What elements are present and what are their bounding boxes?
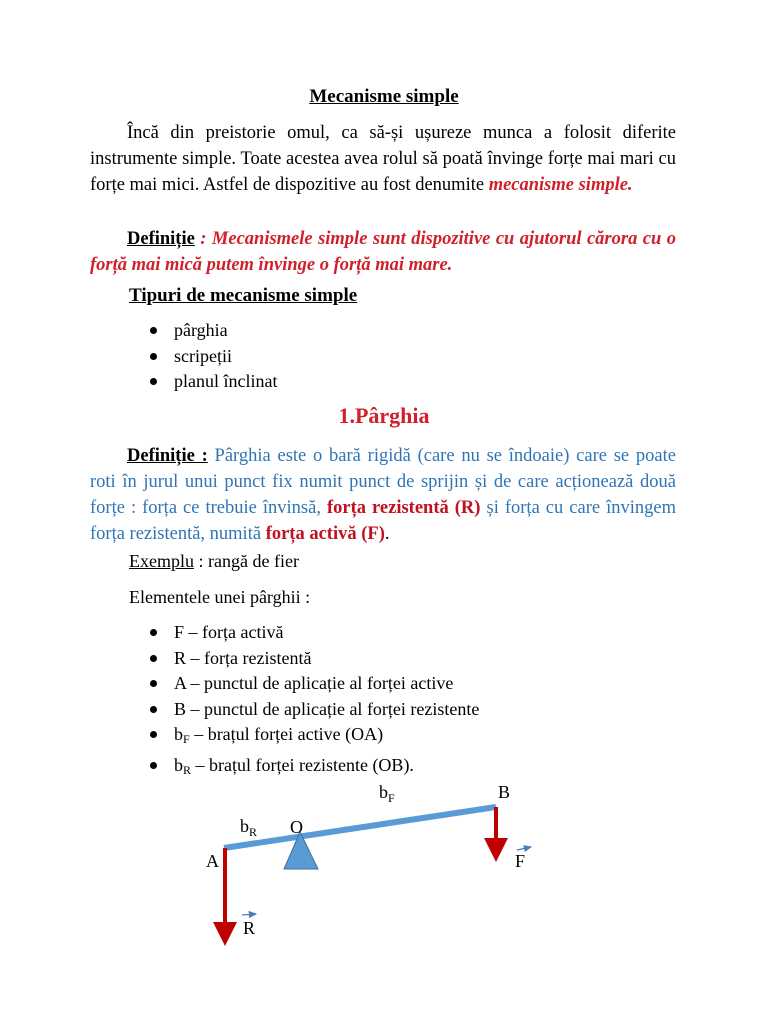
bullet-icon [150,655,157,662]
list-item-text: planul înclinat [174,371,278,391]
types-heading: Tipuri de mecanisme simple [129,285,358,306]
list-item-text: – brațul forței rezistente (OB). [191,754,414,775]
force-r-label: R [243,918,256,938]
point-a-label: A [206,851,219,871]
types-list [148,318,277,395]
definition-separator: : [194,229,212,249]
list-item-text: B – punctul de aplicație al forței rezistente [174,698,480,719]
elements-heading: Elementele unei pârghii : [129,587,311,607]
section-title: 1.Pârghia [338,403,430,428]
page-title: Mecanisme simple [309,86,459,107]
list-item [148,646,479,672]
list-item-text: scripeții [174,345,232,366]
list-item-text: R – forța rezistentă [174,647,312,668]
vector-f-arrow [517,847,531,850]
point-o-label: O [290,817,303,837]
lever-bar [224,807,496,848]
intro-paragraph [90,120,676,198]
bullet-icon [150,378,157,385]
vector-r-arrow [242,914,256,915]
list-item [148,671,479,697]
arm-subscript: R [183,762,192,777]
elements-list [148,620,479,783]
lever-definition-text: Pârghia este o bară rigidă (care nu se îndoaie) care se poate roti în jurul unui punct fix numit punct de sprijin și de care acționează două forțe : forța ce trebuie învinsă, [90,446,676,518]
bullet-icon [150,706,157,713]
arm-prefix: b [174,724,183,744]
lever-definition-end: . [384,524,390,544]
example-label: Exemplu [129,551,194,571]
list-item [148,722,479,753]
arm-bf-label: $b_F$ [379,782,395,805]
example-line [129,551,299,572]
resistant-force-term: forța rezistentă (R) [326,498,481,518]
lever-diagram [0,770,768,1024]
list-item-text: pârghia [174,320,228,340]
bullet-icon [150,680,157,687]
definition-text: Mecanismele simple sunt dispozitive cu ajutorul cărora cu o forță mai mică putem învinge o forță mai mare. [90,229,676,275]
list-item-text: F – forța activă [174,622,284,642]
force-f-label: F [515,851,526,871]
lever-definition-middle: și forța cu care învingem forța rezistentă, numită [90,498,676,544]
definition-paragraph [90,226,676,278]
list-item [148,318,277,344]
lever-definition-paragraph [90,443,676,547]
list-item [148,620,479,646]
active-force-term: forța activă (F) [265,524,385,544]
arm-subscript: F [183,732,190,746]
list-item-text: A – punctul de aplicație al forței active [174,673,454,693]
bullet-icon [150,353,157,360]
bullet-icon [150,629,157,636]
list-item-text: – brațul forței active (OA) [189,724,384,744]
list-item [148,344,277,370]
example-separator: : [194,551,209,571]
lever-definition-label: Definiție : [127,446,208,466]
example-text: rangă de fier [208,551,299,571]
intro-highlight: mecanisme simple. [488,175,633,195]
bullet-icon [150,327,157,334]
point-b-label: B [498,782,511,802]
list-item [148,697,479,723]
list-item [148,369,277,395]
arm-prefix: b [174,754,183,775]
bullet-icon [150,762,157,769]
bullet-icon [150,731,157,738]
intro-text: Încă din preistorie omul, ca să-și ușureze munca a folosit diferite instrumente simple. Toate acestea avea rolul să poată învinge forțe mai mari cu forțe mai mici. Astfel de dispozitive au fost denumite [90,123,676,195]
arm-br-label: $b_R$ [240,816,258,839]
definition-label: Definiție [127,229,195,249]
